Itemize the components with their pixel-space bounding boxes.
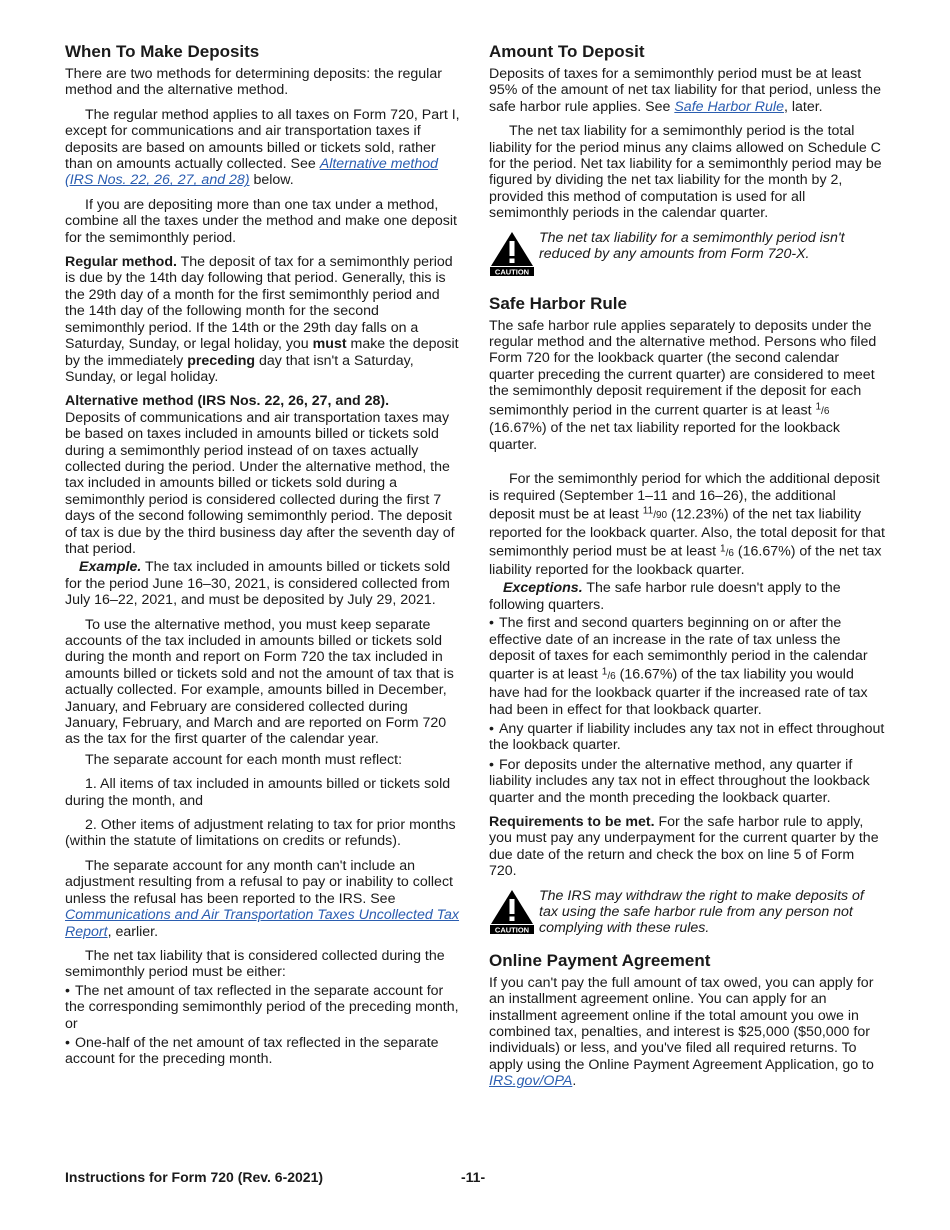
opa-paragraph: If you can't pay the full amount of tax owed, you can apply for an installment agreement online. You can apply for an installment agreement online if the total amount you owe in combined tax, penalties, and interest is $25,000 ($50,000 for individuals) or less, and you've filed all required returns. To apply using the Online Payment Agreement Application, go to IRS.gov/OPA. (489, 974, 874, 1090)
amount-paragraph: Deposits of taxes for a semimonthly period must be at least 95% of the amount of net tax liability for that period, unless the safe harbor rule applies. See Safe Harbor Rule, later. (489, 66, 881, 115)
page-number: -11- (461, 1169, 486, 1185)
regular-applies-paragraph: The regular method applies to all taxes on Form 720, Part I, except for communications and air transportation taxes if deposits are based on amounts billed or tickets sold, rather than on amounts actually collected. See Alternative method (IRS Nos. 22, 26, 27, and 28) below. (65, 106, 460, 189)
to-use-paragraph: To use the alternative method, you must keep separate accounts of the tax included in amounts billed or tickets sold during the month and report on Form 720 the tax included in amounts billed or tickets sold and not the amount of tax that is actually collected. For example, amounts billed in December, January, and February are considered collected during January, February, and March and are reported on Form 720 as the tax for the first quarter of the calendar year. (65, 616, 454, 748)
exceptions-heading: Exceptions. (503, 580, 583, 597)
list-item-2: 2. Other items of adjustment relating to tax for prior months (within the statute of limitations on credits or refunds). (65, 817, 456, 850)
uncollected-tax-report-link[interactable]: Communications and Air Transportation Taxes Uncollected Tax Report (65, 907, 460, 940)
right-column (489, 42, 885, 1098)
additional-deposit-paragraph: For the semimonthly period for which the additional deposit is required (September 1–11 and 16–26), the additional deposit must be at least $^{11}$/90 (12.23%) of the net tax liability reported for the lookback quarter. Also, the total deposit for that semimonthly period must be at least $^1$/6 (16.67%) of the net tax liability reported for the lookback quarter. (489, 471, 885, 578)
fraction-one-sixth: $^1$/6 (720, 543, 734, 559)
caution-label: CAUTION (494, 925, 530, 934)
cant-include-paragraph: The separate account for any month can't include an adjustment resulting from a refusal to pay or inability to collect unless the refusal has been reported to the IRS. See Communications and Air Transportation Taxes Uncollected Tax Report, earlier. (65, 857, 460, 940)
online-payment-agreement-heading: Online Payment Agreement (489, 950, 711, 970)
exceptions-paragraph: Exceptions. The safe harbor rule doesn't apply to the following quarters. (489, 580, 841, 613)
bullet-item: • One-half of the net amount of tax reflected in the separate account for the preceding month. (65, 1035, 462, 1068)
caution-icon (489, 888, 535, 934)
alternative-method-link[interactable]: Alternative method (IRS Nos. 22, 26, 27, and 28) (65, 156, 439, 189)
intro-paragraph: There are two methods for determining deposits: the regular method and the alternative method. (65, 66, 442, 99)
fraction-one-sixth: $^1$/6 (601, 666, 616, 682)
caution-note (489, 230, 885, 276)
example-paragraph: Example. The tax included in amounts billed or tickets sold for the period June 16–30, 2021, is considered collected from July 16–22, 2021, and must be deposited by July 29, 2021. (65, 559, 451, 609)
regular-method-heading: Regular method. (65, 254, 177, 271)
alternative-method-heading: Alternative method (IRS Nos. 22, 26, 27, and 28). (65, 393, 390, 410)
safe-harbor-paragraph: The safe harbor rule applies separately to deposits under the regular method and the alternative method. Persons who filed Form 720 for the lookback quarter (the second calendar quarter preceding the current quarter) are considered to meet the semimonthly deposit requirement if the deposit for each semimonthly period in the current quarter is at least $^1$/6 (16.67%) of the net tax liability reported for the lookback quarter. (489, 317, 877, 453)
caution-note (489, 888, 885, 937)
bullet-item: • Any quarter if liability includes any tax not in effect throughout the lookback quarter. (489, 721, 885, 754)
irs-opa-link[interactable]: IRS.gov/OPA (489, 1073, 573, 1090)
caution-icon (489, 230, 535, 276)
regular-method-paragraph: Regular method. The deposit of tax for a semimonthly period is due by the 14th day following that period. Generally, this is the 29th day of a month for the first semimonthly period and the 14th day of the following month for the second semimonthly period. If the 14th or the 29th day falls on a Saturday, Sunday, or legal holiday, you must make the deposit by the immediately preceding day that isn't a Saturday, Sunday, or legal holiday. (65, 254, 459, 385)
fraction-one-sixth: $^1$/6 (815, 401, 830, 418)
example-heading: Example. (79, 559, 142, 576)
list-item-1: 1. All items of tax included in amounts billed or tickets sold during the month, and (65, 776, 451, 809)
bullet-item: • For deposits under the alternative method, any quarter if liability includes any tax not in effect throughout the lookback quarter and the month preceding the lookback quarter. (489, 757, 885, 806)
safe-harbor-heading: Safe Harbor Rule (489, 293, 627, 313)
when-to-make-deposits-heading: When To Make Deposits (65, 42, 260, 61)
caution-text: The net tax liability for a semimonthly period isn't reduced by any amounts from Form 720-X. (539, 229, 845, 263)
requirements-paragraph: Requirements to be met. For the safe harbor rule to apply, you must pay any underpayment for the current quarter by the due date of the return and check the box on line 5 of Form 720. (489, 813, 879, 880)
caution-text: The IRS may withdraw the right to make deposits of tax using the safe harbor rule from any person not complying with these rules. (539, 887, 864, 937)
caution-label: CAUTION (494, 267, 530, 276)
requirements-heading: Requirements to be met. (489, 813, 655, 830)
left-column (65, 42, 462, 1071)
separate-reflect-paragraph: The separate account for each month must reflect: (85, 751, 403, 768)
net-semimonthly-paragraph: The net tax liability for a semimonthly period is the total liability for the period minus any claims allowed on Schedule C for the period. Net tax liability for a semimonthly period may be figured by dividing the net tax liability for the month by 2, provided this method of computation is used for all semimonthly periods in the calendar quarter. (489, 123, 882, 222)
safe-harbor-rule-link[interactable]: Safe Harbor Rule (674, 98, 784, 115)
amount-to-deposit-heading: Amount To Deposit (489, 42, 645, 61)
net-liability-paragraph: The net tax liability that is considered collected during the semimonthly period must be either: (65, 947, 445, 981)
more-than-one-paragraph: If you are depositing more than one tax under a method, combine all the taxes under the method and make one deposit for the semimonthly period. (65, 196, 457, 246)
fraction-eleven-ninetieths: $^{11}$/90 (642, 506, 668, 522)
alternative-method-paragraph: Alternative method (IRS Nos. 22, 26, 27, and 28). Deposits of communications and air transportation taxes may be based on taxes included in amounts billed or tickets sold during a semimonthly period instead of on taxes actually collected during the period. Under the alternative method, the tax included in amounts billed or tickets sold during a semimonthly period is considered collected during the first 7 days of the second following semimonthly period. The deposit of tax is due by the third business day after the seventh day of that period. (65, 393, 455, 557)
bullet-item: • The net amount of tax reflected in the separate account for the corresponding semimonthly period of the preceding month, or (65, 983, 462, 1032)
footer-form-title: Instructions for Form 720 (Rev. 6-2021) (65, 1169, 324, 1185)
bullet-item: • The first and second quarters beginning on or after the effective date of an increase in the rate of tax unless the deposit of taxes for each semimonthly period in the calendar quarter is at least $^1$/6 (16.67%) of the tax liability you would have had for the lookback quarter if the increased rate of tax had been in effect for that lookback quarter. (489, 615, 885, 718)
